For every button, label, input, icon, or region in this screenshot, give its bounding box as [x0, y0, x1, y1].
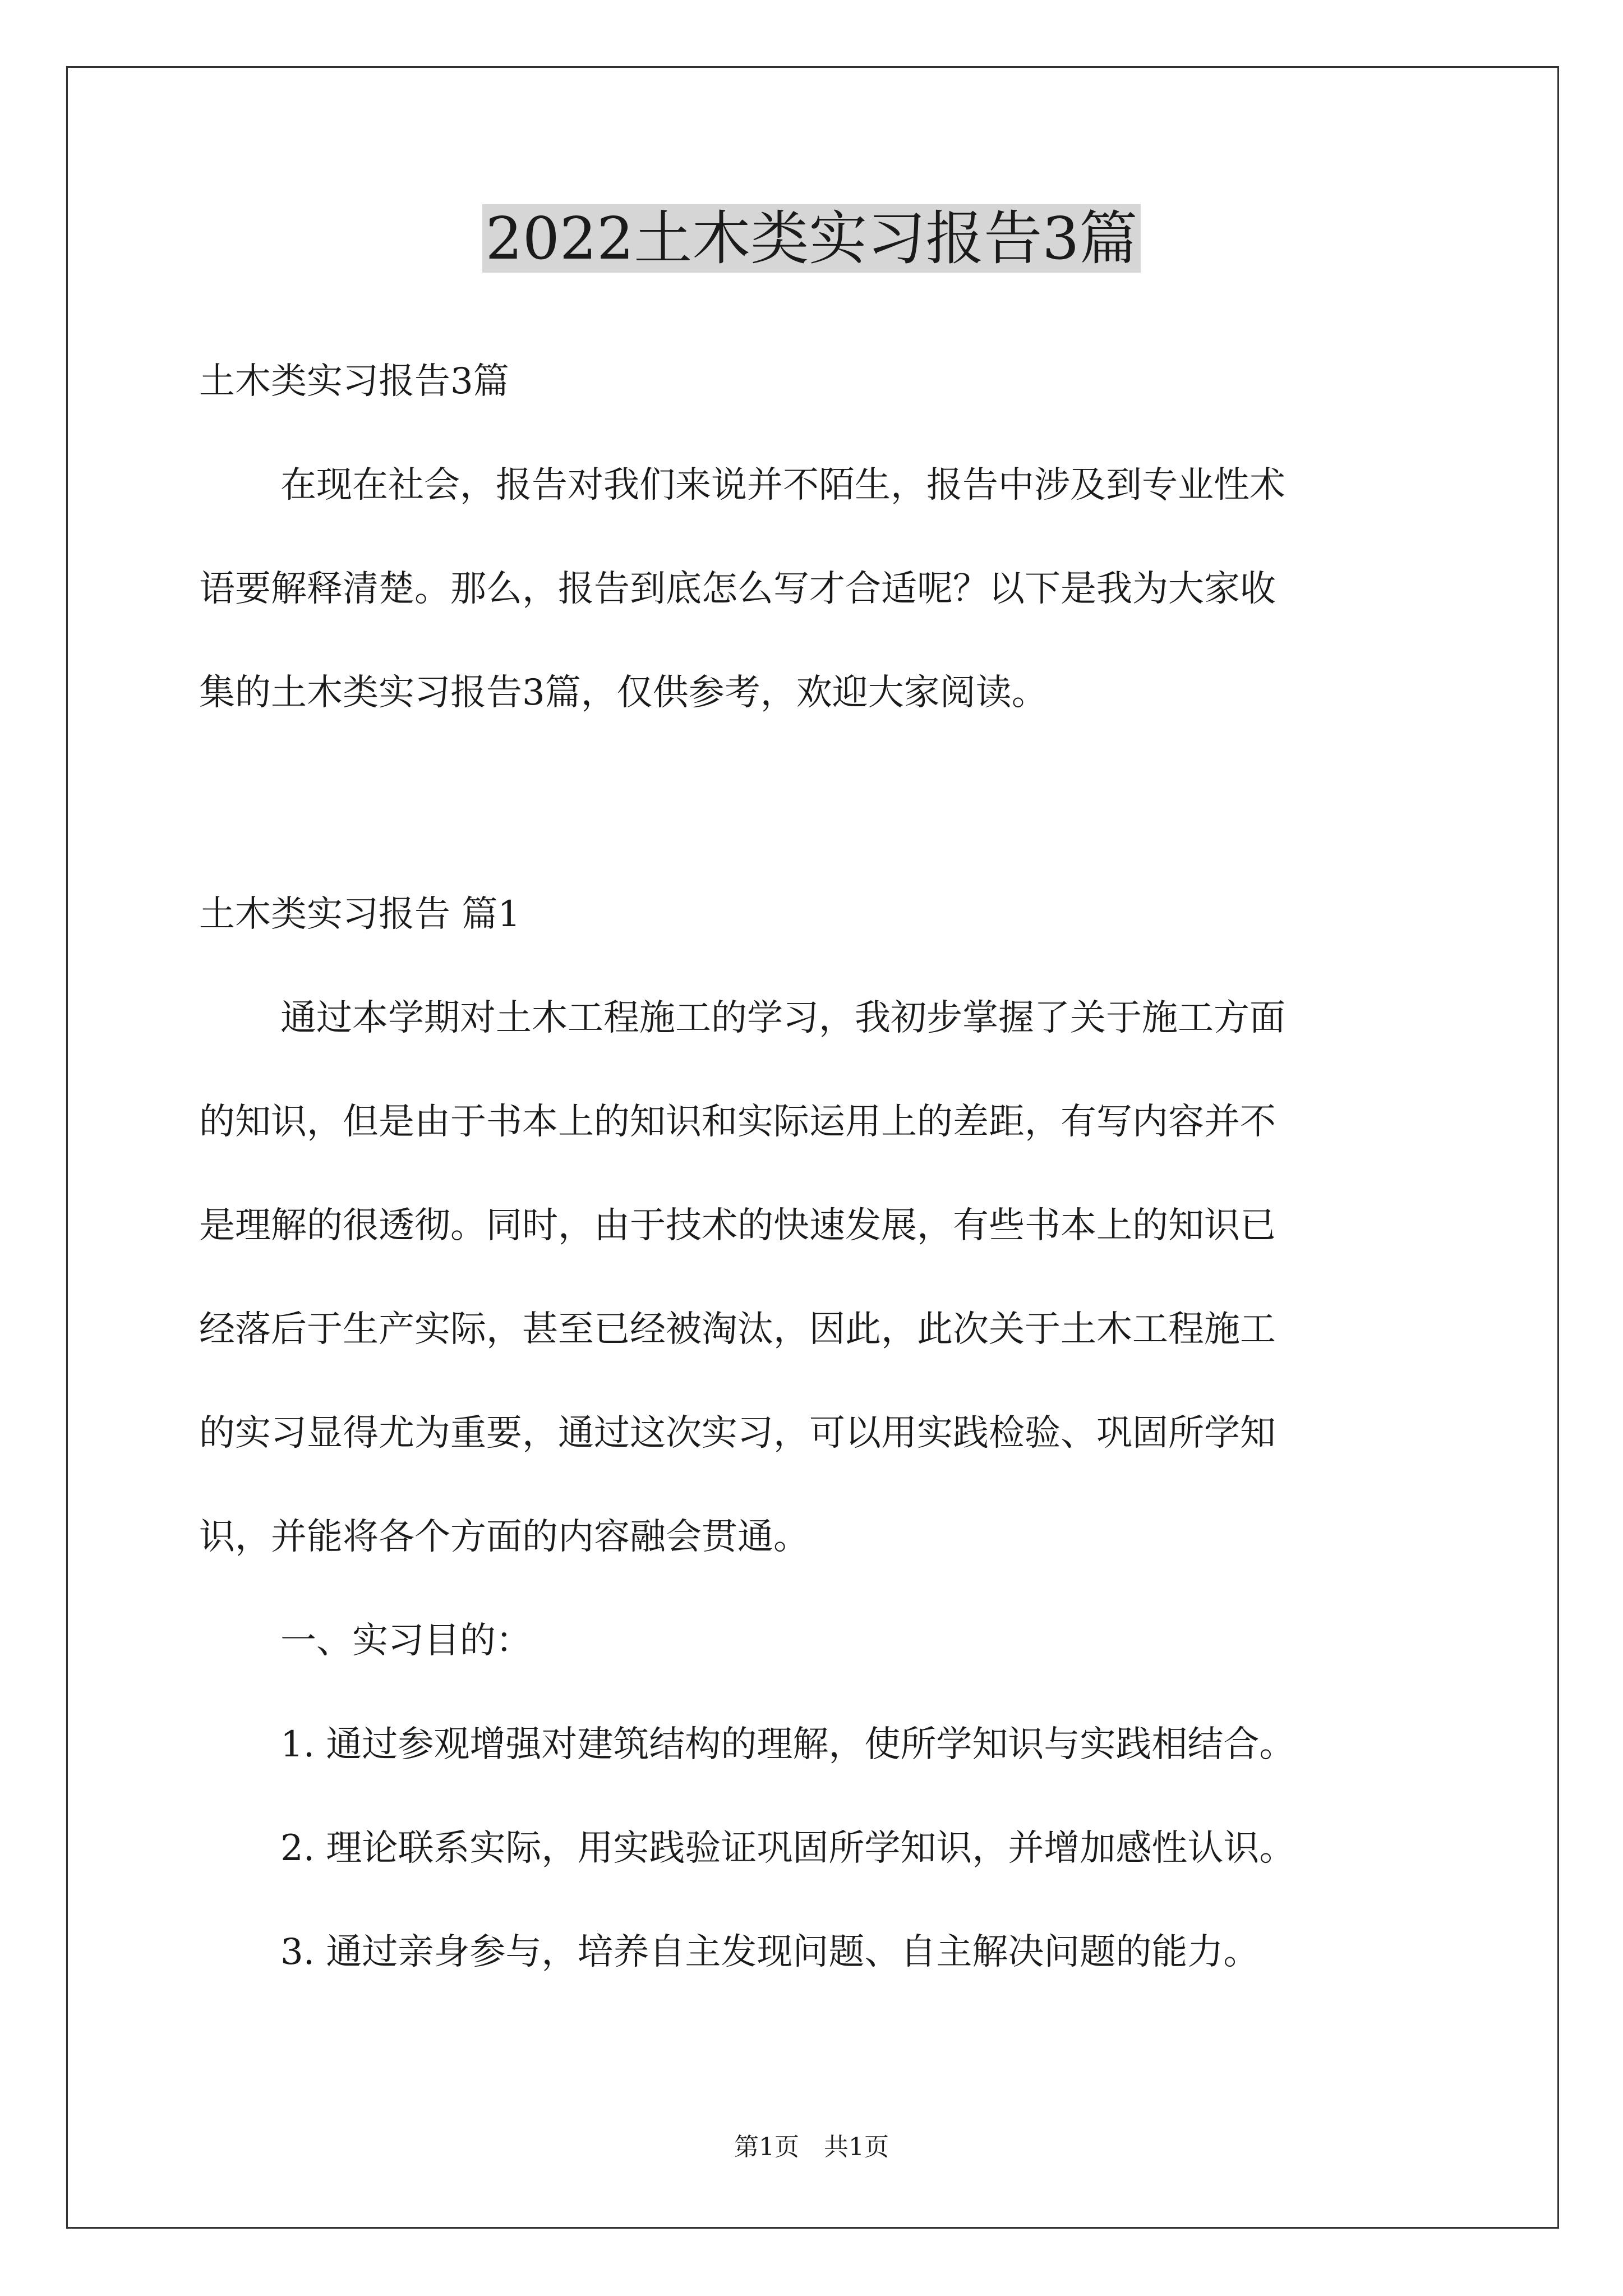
page-footer: 第1页 共1页: [734, 2133, 889, 2161]
document-subtitle: 土木类实习报告3篇: [199, 361, 509, 402]
document-title-text: 2022土木类实习报告3篇: [482, 204, 1141, 273]
body-line-4: 经落后于生产实际，甚至已经被淘汰，因此，此次关于土木工程施工: [199, 1309, 1276, 1350]
intro-line-3: 集的土木类实习报告3篇，仅供参考，欢迎大家阅读。: [199, 672, 1048, 714]
body-line-5: 的实习显得尤为重要，通过这次实习，可以用实践检验、巩固所学知: [199, 1412, 1276, 1454]
section-heading: 土木类实习报告 篇1: [199, 894, 521, 935]
body-line-2: 的知识，但是由于书本上的知识和实际运用上的差距，有写内容并不: [199, 1101, 1276, 1143]
body-line-1: 通过本学期对土木工程施工的学习，我初步掌握了关于施工方面: [280, 997, 1285, 1039]
intro-line-1: 在现在社会，报告对我们来说并不陌生，报告中涉及到专业性术: [280, 464, 1285, 506]
body-line-6: 识，并能将各个方面的内容融会贯通。: [199, 1516, 809, 1558]
body-line-3: 是理解的很透彻。同时，由于技术的快速发展，有些书本上的知识已: [199, 1205, 1276, 1246]
intro-line-2: 语要解释清楚。那么，报告到底怎么写才合适呢？以下是我为大家收: [199, 568, 1276, 610]
document-title: [0, 202, 1623, 275]
purpose-item-3: 3. 通过亲身参与，培养自主发现问题、自主解决问题的能力。: [280, 1931, 1260, 1973]
purpose-item-1: 1. 通过参观增强对建筑结构的理解，使所学知识与实践相结合。: [280, 1724, 1295, 1765]
purpose-item-2: 2. 理论联系实际，用实践验证巩固所学知识，并增加感性认识。: [280, 1828, 1295, 1869]
purpose-heading: 一、实习目的：: [280, 1620, 532, 1662]
